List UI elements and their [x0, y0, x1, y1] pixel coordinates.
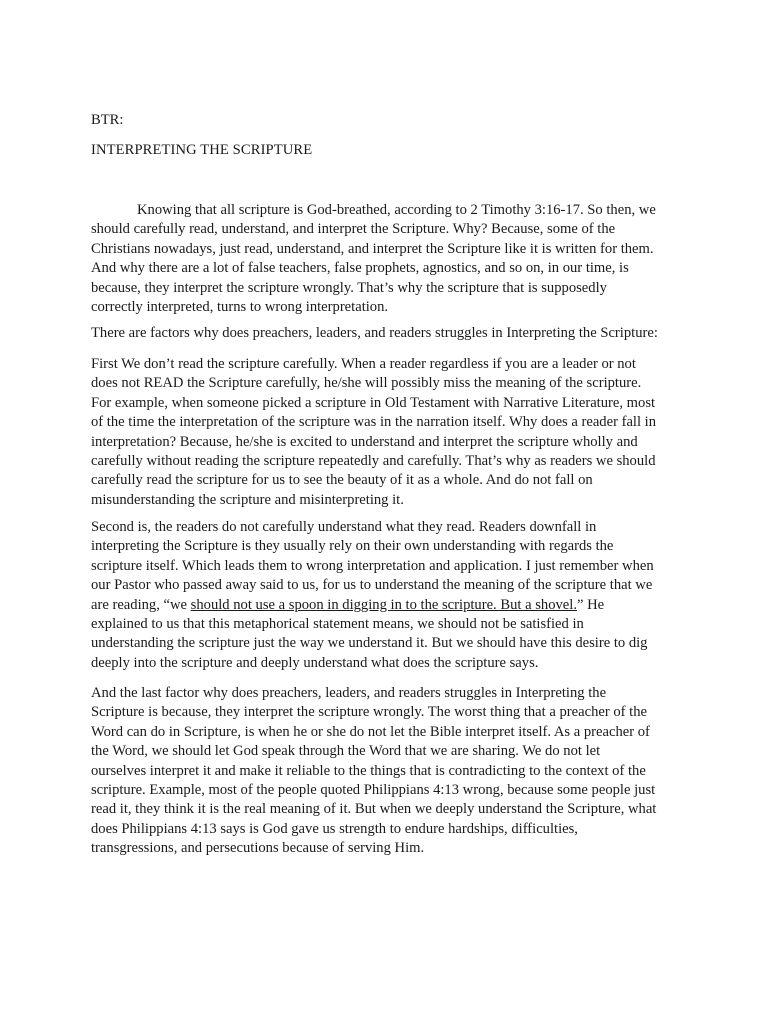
paragraph-line: Second is, the readers do not carefully understand what they read. Readers downfall in	[91, 519, 597, 535]
paragraph-line: the Word, we should let God speak through the Word that we are sharing. We do not let	[91, 743, 601, 760]
paragraph-line: does Philippians 4:13 says is God gave us strength to endure hardships, difficulties,	[91, 820, 578, 837]
paragraph-line: deeply into the scripture and deeply understand what does the scripture says.	[91, 654, 539, 671]
paragraph-line: understanding the scripture just the way we understand it. But we should have this desire to dig	[91, 635, 648, 652]
paragraph-line: First We don’t read the scripture carefully. When a reader regardless if you are a leader or not	[91, 356, 636, 372]
paragraph-line: carefully read the scripture for us to see the beauty of it as a whole. And do not fall on	[91, 472, 593, 489]
paragraph-line: Word can do in Scripture, is when he or she do not let the Bible interpret itself. As a preacher of	[91, 723, 650, 740]
paragraph-line: carefully without reading the scripture repeatedly and carefully. That’s why as readers we should	[91, 452, 656, 469]
paragraph-line: There are factors why does preachers, leaders, and readers struggles in Interpreting the Scripture:	[91, 325, 658, 341]
paragraph-line: scripture itself. Which leads them to wrong interpretation and application. I just remember when	[91, 557, 654, 574]
underlined-quote: should not use a spoon in digging in to the scripture. But a shovel.	[190, 596, 577, 613]
paragraph-line: ourselves interpret it and make it reliable to the things that is contradicting to the context of the	[91, 762, 646, 779]
paragraph-line: explained to us that this metaphorical statement means, we should not be satisfied in	[91, 615, 584, 632]
paragraph-line: misunderstanding the scripture and misinterpreting it.	[91, 491, 404, 508]
paragraph-second-factor	[91, 518, 683, 673]
paragraph-line: And the last factor why does preachers, leaders, and readers struggles in Interpreting the	[91, 685, 607, 701]
paragraph-line: scripture. Example, most of the people quoted Philippians 4:13 wrong, because some people just	[91, 781, 656, 798]
paragraph-line: And why there are a lot of false teachers, false prophets, agnostics, and so on, in our time, is	[91, 260, 629, 277]
paragraph-line: Knowing that all scripture is God-breathed, according to 2 Timothy 3:16-17. So then, we	[137, 202, 656, 218]
paragraph-line-quote	[91, 596, 683, 615]
paragraph-first-factor	[91, 355, 683, 510]
paragraph-factors-intro	[91, 324, 683, 343]
document-title: INTERPRETING THE SCRIPTURE	[91, 142, 313, 158]
paragraph-line: interpretation? Because, he/she is excited to understand and interpret the scripture wholly and	[91, 433, 638, 450]
paragraph-line: read it, they think it is the real meaning of it. But when we deeply understand the Scripture, what	[91, 801, 657, 818]
paragraph-line: does not READ the Scripture carefully, he/she will possibly miss the meaning of the scripture.	[91, 375, 642, 392]
paragraph-line: correctly interpreted, turns to wrong interpretation.	[91, 298, 389, 315]
paragraph-line: For example, when someone picked a scripture in Old Testament with Narrative Literature, most	[91, 394, 656, 411]
document-label: BTR:	[91, 112, 124, 128]
paragraph-line: should carefully read, understand, and interpret the Scripture. Why? Because, some of the	[91, 221, 616, 238]
paragraph-line: because, they interpret the scripture wrongly. That’s why the scripture that is supposedly	[91, 279, 607, 296]
paragraph-intro	[91, 201, 683, 317]
paragraph-last-factor	[91, 684, 683, 859]
paragraph-line: Christians nowadays, just read, understand, and interpret the Scripture like it is written for them.	[91, 240, 654, 257]
paragraph-line: of the time the interpretation of the scripture was in the narration itself. Why does a reader fall in	[91, 414, 657, 431]
quote-prefix: are reading, “we	[91, 596, 191, 613]
paragraph-line: interpreting the Scripture is they usually rely on their own understanding with regards the	[91, 538, 614, 555]
paragraph-line: transgressions, and persecutions because of serving Him.	[91, 840, 425, 857]
paragraph-line: Scripture is because, they interpret the scripture wrongly. The worst thing that a preacher of the	[91, 704, 647, 721]
quote-suffix: ” He	[576, 596, 605, 613]
paragraph-line: our Pastor who passed away said to us, for us to understand the meaning of the scripture that we	[91, 577, 653, 594]
